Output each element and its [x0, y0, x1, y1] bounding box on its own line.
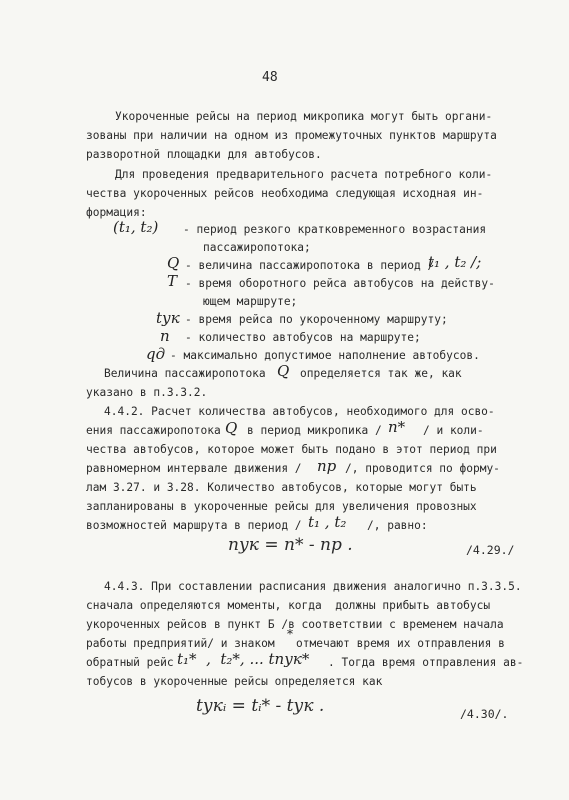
para5-line2: сначала определяются моменты, когда должны прибыть автобусы — [86, 599, 491, 612]
para4-sym-np: nр — [317, 457, 337, 475]
def-text-4: - время оборотного рейса автобусов на действу- — [185, 277, 495, 290]
para3-sym-q: Q — [277, 362, 290, 380]
def-sym-qd: qд — [146, 345, 166, 363]
para4-line4a: равномерном интервале движения / — [86, 462, 302, 475]
para1-line2: зованы при наличии на одном из промежуточных пунктов маршрута — [86, 129, 497, 142]
para5-line1: 4.4.3. При составлении расписания движения аналогично п.3.3.5. — [104, 580, 522, 593]
def-text-6: - время рейса по укороченному маршруту; — [185, 313, 448, 326]
para5-line3: укороченных рейсов в пункт Б /в соответствии с временем начала — [86, 618, 504, 631]
def-text-7: - количество автобусов на маршруте; — [185, 331, 421, 344]
para4-sym-q: Q — [225, 419, 238, 437]
para4-line2b: в период микропика / — [247, 424, 382, 437]
def-sym-tuk: tук — [156, 309, 180, 327]
para4-line3: чества автобусов, которое может быть подано в этот период при — [86, 443, 497, 456]
def-q-tail: t₁ , t₂ /; — [428, 253, 482, 271]
para4-line6: запланированы в укороченные рейсы для увеличения провозных — [86, 500, 477, 513]
formula-4-30-number: /4.30/. — [460, 707, 509, 721]
para4-sym-nstar: n* — [388, 418, 406, 436]
def-sym-n: n — [160, 327, 170, 345]
para4-line7a: возможностей маршрута в период / — [86, 519, 302, 532]
para3-line1b: определяется так же, как — [300, 367, 462, 380]
para5-line6: тобусов в укороченные рейсы определяется как — [86, 675, 383, 688]
para4-line7b: /, равно: — [367, 519, 428, 532]
para4-sym-t1t2: t₁ , t₂ — [308, 513, 347, 531]
para5-line5a: обратный рейс — [86, 656, 174, 669]
def-sym-t1t2: (t₁, t₂) — [113, 218, 159, 236]
para5-line5b: . Тогда время отправления ав- — [328, 656, 524, 669]
para1-line3: разворотной площадки для автобусов. — [86, 148, 322, 161]
para2-line2: чества укороченных рейсов необходима следующая исходная ин- — [86, 187, 484, 200]
para2-line1: Для проведения предварительного расчета потребного коли- — [115, 168, 493, 181]
para4-line2a: ения пассажиропотока — [86, 424, 221, 437]
para4-line5: лам 3.27. и 3.28. Количество автобусов, которые могут быть — [86, 481, 477, 494]
para3-line2: указано в п.3.3.2. — [86, 386, 208, 399]
para3-line1a: Величина пассажиропотока — [104, 367, 266, 380]
page-number: 48 — [262, 70, 278, 85]
para1-line1: Укороченные рейсы на период микропика могут быть органи- — [115, 110, 493, 123]
formula-4-30: tукᵢ = tᵢ* - tук . — [196, 696, 325, 716]
para5-times: t₁* , t₂*, ... tnук* — [177, 650, 310, 668]
formula-4-29: nук = n* - nр . — [228, 535, 353, 555]
para4-line1: 4.4.2. Расчет количества автобусов, необходимого для осво- — [104, 405, 495, 418]
def-sym-t: T — [167, 272, 178, 290]
para5-line4b: отмечают время их отправления в — [296, 637, 505, 650]
formula-4-29-number: /4.29./ — [466, 543, 515, 557]
def-text-3: - величина пассажиропотока в период / — [185, 259, 435, 272]
def-text-2: пассажиропотока; — [203, 241, 311, 254]
def-sym-q: Q — [167, 254, 180, 272]
def-text-1: - период резкого кратковременного возрастания — [183, 223, 487, 236]
para2-line3: формация: — [86, 206, 147, 219]
para5-star: * — [287, 627, 293, 641]
def-text-8: - максимально допустимое наполнение автобусов. — [170, 349, 480, 362]
para5-line4a: работы предприятий/ и знаком — [86, 637, 275, 650]
para4-line4b: /, проводится по форму- — [345, 462, 500, 475]
def-text-5: ющем маршруте; — [203, 295, 298, 308]
para4-line2c: / и коли- — [423, 424, 484, 437]
